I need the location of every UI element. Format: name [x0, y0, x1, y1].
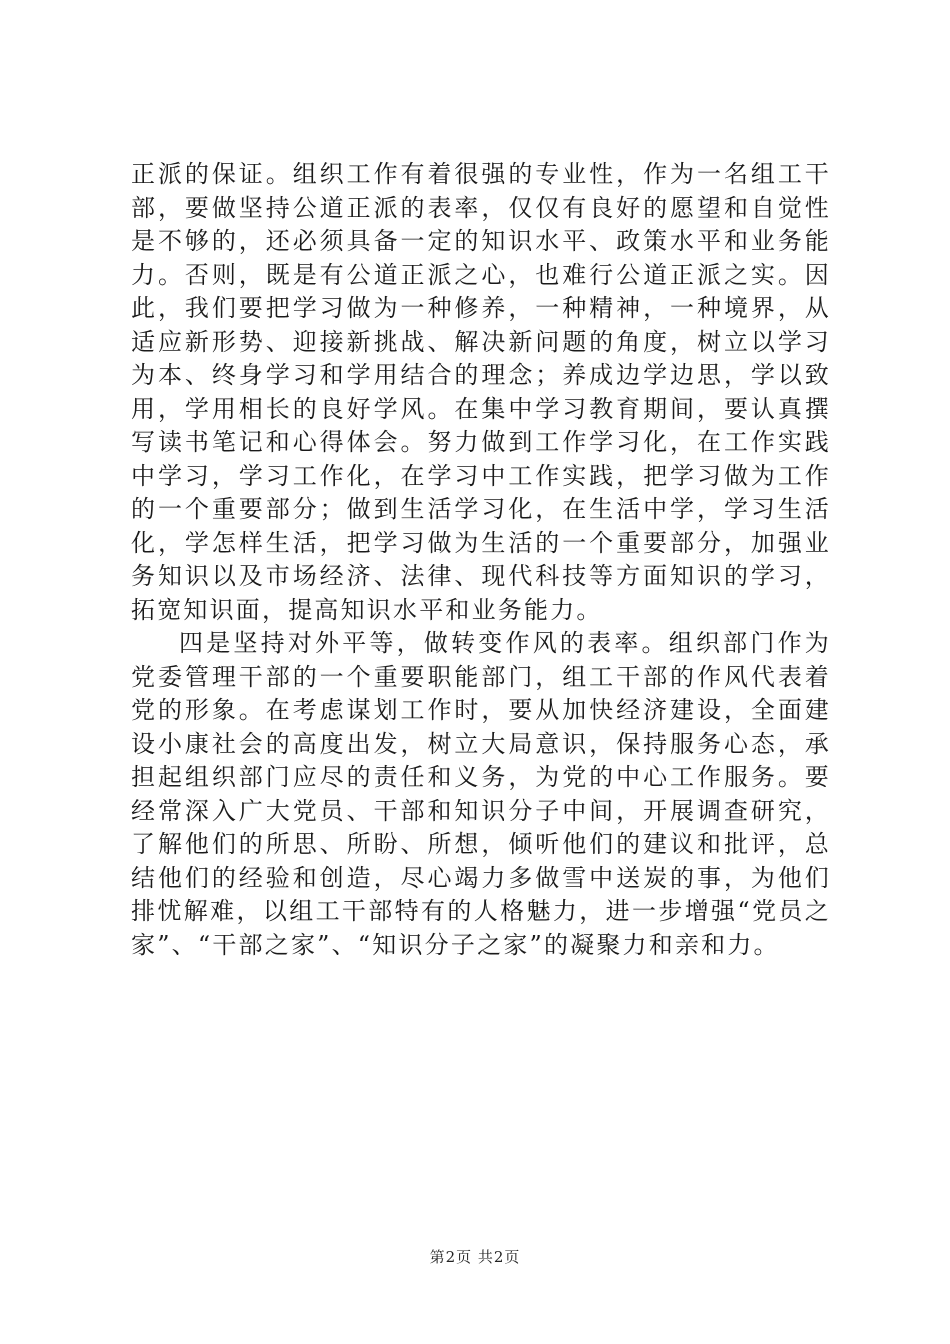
paragraph-point-four: 四是坚持对外平等，做转变作风的表率。组织部门作为党委管理干部的一个重要职能部门，组工干部的作风代表着党的形象。在考虑谋划工作时，要从加快经济建设，全面建设小康社会的高度出发，树立大局意识，保持服务心态，承担起组织部门应尽的责任和义务，为党的中心工作服务。要经常深入广大党员、干部和知识分子中间，开展调查研究，了解他们的所思、所盼、所想，倾听他们的建议和批评，总结他们的经验和创造，尽心竭力多做雪中送炭的事，为他们排忧解难，以组工干部特有的人格魅力，进一步增强“党员之家”、“干部之家”、“知识分子之家”的凝聚力和亲和力。 — [131, 629, 831, 959]
page-number-footer: 第2页 共2页 — [429, 1248, 521, 1266]
document-body — [131, 158, 831, 962]
paragraph-continuation: 正派的保证。组织工作有着很强的专业性，作为一名组工干部，要做坚持公道正派的表率，仅仅有良好的愿望和自觉性是不够的，还必须具备一定的知识水平、政策水平和业务能力。否则，既是有公道正派之心，也难行公道正派之实。因此，我们要把学习做为一种修养，一种精神，一种境界，从适应新形势、迎接新挑战、解决新问题的角度，树立以学习为本、终身学习和学用结合的理念；养成边学边思，学以致用，学用相长的良好学风。在集中学习教育期间，要认真撰写读书笔记和心得体会。努力做到工作学习化，在工作实践中学习，学习工作化，在学习中工作实践，把学习做为工作的一个重要部分；做到生活学习化，在生活中学，学习生活化，学怎样生活，把学习做为生活的一个重要部分，加强业务知识以及市场经济、法律、现代科技等方面知识的学习，拓宽知识面，提高知识水平和业务能力。 — [131, 160, 831, 624]
